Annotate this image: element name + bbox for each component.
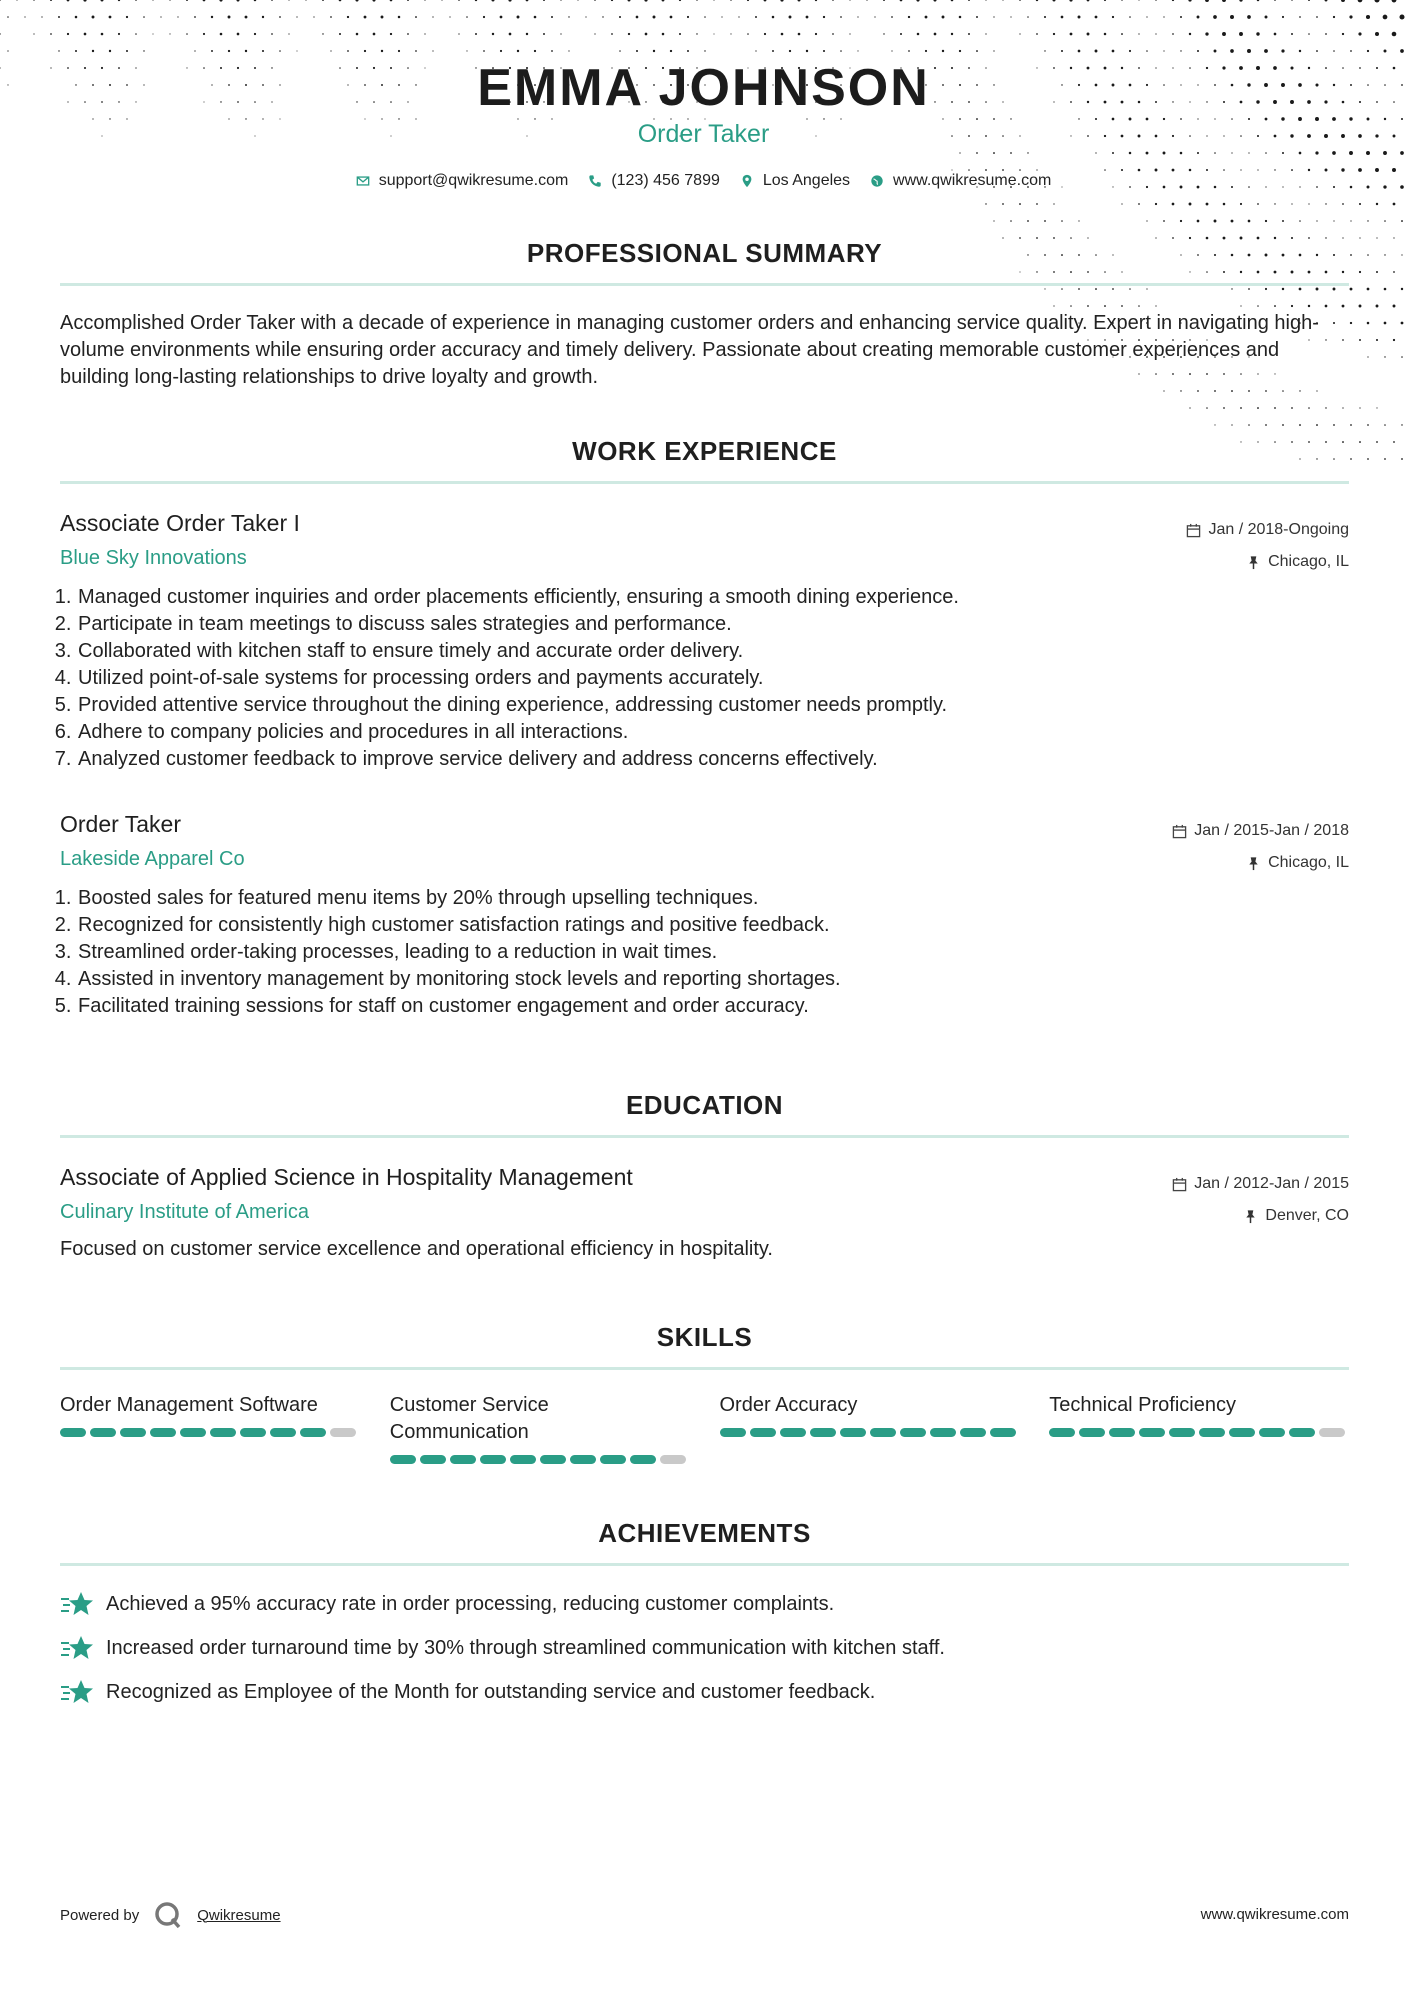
job-dates-text: Jan / 2018-Ongoing <box>1208 521 1349 538</box>
pushpin-icon <box>1243 1209 1258 1224</box>
education-description: Focused on customer service excellence and operational efficiency in hospitality. <box>60 1238 773 1260</box>
star-icon <box>60 1590 94 1618</box>
skill-item <box>390 1392 690 1464</box>
list-item: 6. Adhere to company policies and procedures in all interactions. <box>77 719 1349 746</box>
powered-by-label: Powered by <box>60 1906 140 1924</box>
contact-phone[interactable] <box>588 172 720 190</box>
achievement-text: Increased order turnaround time by 30% through streamlined communication with kitchen staff. <box>106 1636 945 1659</box>
achievement-item <box>60 1634 1349 1662</box>
skills-grid <box>60 1392 1349 1464</box>
education-school: Culinary Institute of America <box>60 1201 309 1223</box>
skills-heading: SKILLS <box>656 1322 753 1352</box>
skill-segment-filled <box>1109 1428 1135 1437</box>
skill-name: Customer Service Communication <box>389 1394 549 1443</box>
pushpin-icon <box>1246 856 1261 871</box>
job-bullets <box>60 584 1349 773</box>
skill-segment-filled <box>600 1455 626 1464</box>
job-dates <box>1186 514 1349 546</box>
list-item: 2. Participate in team meetings to discuss sales strategies and performance. <box>77 611 1349 638</box>
skill-segment-filled <box>90 1428 116 1437</box>
skill-segment-filled <box>1199 1428 1225 1437</box>
skill-level-bar <box>1049 1428 1349 1437</box>
contact-bar <box>0 172 1407 190</box>
skill-name: Order Management Software <box>60 1394 318 1416</box>
skill-segment-filled <box>270 1428 296 1437</box>
skill-segment-filled <box>300 1428 326 1437</box>
skill-segment-filled <box>1229 1428 1255 1437</box>
skill-segment-filled <box>240 1428 266 1437</box>
section-divider <box>60 481 1349 484</box>
skill-segment-empty <box>1319 1428 1345 1437</box>
skill-segment-filled <box>840 1428 866 1437</box>
job-entry-2 <box>60 811 1349 1020</box>
education-entry <box>60 1164 1349 1261</box>
skill-segment-filled <box>780 1428 806 1437</box>
contact-phone-text: (123) 456 7899 <box>611 172 720 189</box>
skill-segment-filled <box>930 1428 956 1437</box>
job-dates-text: Jan / 2015-Jan / 2018 <box>1194 822 1349 839</box>
skill-level-bar <box>720 1428 1020 1437</box>
skill-segment-filled <box>630 1455 656 1464</box>
skill-name: Order Accuracy <box>719 1394 858 1416</box>
skill-segment-filled <box>450 1455 476 1464</box>
summary-text: Accomplished Order Taker with a decade of experience in managing customer orders and enhancing service quality. Expert in navigating high-volume environments while ensuring order accuracy and timely delivery. Passionate about creating memorable customer experiences and building long-lasting relationships to drive loyalty and growth. <box>60 312 1319 388</box>
work-heading: WORK EXPERIENCE <box>572 436 837 466</box>
star-icon <box>60 1678 94 1706</box>
list-item: 7. Analyzed customer feedback to improve service delivery and address concerns effectively. <box>77 746 1349 773</box>
skill-segment-filled <box>420 1455 446 1464</box>
job-title: Order Taker <box>60 811 182 837</box>
skill-segment-filled <box>210 1428 236 1437</box>
job-location <box>1186 546 1349 578</box>
skill-item <box>720 1392 1020 1464</box>
job-company: Lakeside Apparel Co <box>60 848 245 870</box>
skill-segment-filled <box>1139 1428 1165 1437</box>
section-divider <box>60 283 1349 286</box>
star-icon <box>60 1634 94 1662</box>
skill-segment-filled <box>60 1428 86 1437</box>
qwikresume-logo-icon <box>153 1900 183 1930</box>
calendar-icon <box>1172 824 1187 839</box>
candidate-name: EMMA JOHNSON <box>477 59 930 117</box>
skill-segment-filled <box>870 1428 896 1437</box>
footer-powered-by <box>60 1900 281 1930</box>
phone-icon <box>588 174 602 188</box>
calendar-icon <box>1172 1177 1187 1192</box>
footer-website[interactable]: www.qwikresume.com <box>1200 1906 1349 1923</box>
map-pin-icon <box>740 174 754 188</box>
skill-segment-empty <box>660 1455 686 1464</box>
skill-segment-filled <box>1259 1428 1285 1437</box>
contact-location <box>740 172 850 190</box>
skill-segment-empty <box>330 1428 356 1437</box>
skill-segment-filled <box>750 1428 776 1437</box>
section-divider <box>60 1367 1349 1370</box>
job-meta <box>1172 815 1349 879</box>
list-item: 3. Collaborated with kitchen staff to ensure timely and accurate order delivery. <box>77 638 1349 665</box>
education-dates <box>1172 1168 1349 1200</box>
contact-location-text: Los Angeles <box>762 172 851 189</box>
skill-segment-filled <box>570 1455 596 1464</box>
skill-segment-filled <box>1079 1428 1105 1437</box>
skill-segment-filled <box>390 1455 416 1464</box>
job-location-text: Chicago, IL <box>1268 854 1349 871</box>
achievements-heading: ACHIEVEMENTS <box>598 1518 811 1548</box>
contact-email-text: support@qwikresume.com <box>378 172 569 189</box>
education-meta <box>1172 1168 1349 1232</box>
skill-segment-filled <box>1049 1428 1075 1437</box>
skill-segment-filled <box>480 1455 506 1464</box>
job-bullets <box>60 885 1349 1020</box>
job-entry-1 <box>60 510 1349 773</box>
education-dates-text: Jan / 2012-Jan / 2015 <box>1194 1175 1349 1192</box>
skill-segment-filled <box>1289 1428 1315 1437</box>
list-item: 2. Recognized for consistently high customer satisfaction ratings and positive feedback. <box>77 912 1349 939</box>
job-company: Blue Sky Innovations <box>60 547 247 569</box>
list-item: 5. Facilitated training sessions for staff on customer engagement and order accuracy. <box>77 993 1349 1020</box>
contact-website-text: www.qwikresume.com <box>893 172 1052 189</box>
skill-segment-filled <box>510 1455 536 1464</box>
skill-level-bar <box>390 1455 690 1464</box>
education-location-text: Denver, CO <box>1265 1207 1349 1224</box>
achievement-text: Recognized as Employee of the Month for outstanding service and customer feedback. <box>106 1680 876 1703</box>
job-location-text: Chicago, IL <box>1268 553 1349 570</box>
skill-item <box>60 1392 360 1464</box>
education-heading: EDUCATION <box>625 1090 784 1120</box>
achievement-item <box>60 1590 1349 1618</box>
contact-website[interactable] <box>870 172 1051 190</box>
skill-segment-filled <box>960 1428 986 1437</box>
skill-segment-filled <box>810 1428 836 1437</box>
candidate-role: Order Taker <box>637 120 770 148</box>
achievement-text: Achieved a 95% accuracy rate in order processing, reducing customer complaints. <box>106 1592 835 1615</box>
education-degree: Associate of Applied Science in Hospitality Management <box>60 1164 633 1190</box>
list-item: 3. Streamlined order-taking processes, leading to a reduction in wait times. <box>77 939 1349 966</box>
education-location <box>1172 1200 1349 1232</box>
skill-segment-filled <box>150 1428 176 1437</box>
section-divider <box>60 1563 1349 1566</box>
list-item: 1. Boosted sales for featured menu items by 20% through upselling techniques. <box>77 885 1349 912</box>
summary-heading: PROFESSIONAL SUMMARY <box>526 238 883 268</box>
skill-segment-filled <box>1169 1428 1195 1437</box>
list-item: 4. Utilized point-of-sale systems for processing orders and payments accurately. <box>77 665 1349 692</box>
qwikresume-link[interactable]: Qwikresume <box>197 1906 281 1924</box>
achievement-item <box>60 1678 1349 1706</box>
skill-segment-filled <box>180 1428 206 1437</box>
job-dates <box>1172 815 1349 847</box>
list-item: 5. Provided attentive service throughout the dining experience, addressing customer needs promptly. <box>77 692 1349 719</box>
job-meta <box>1186 514 1349 578</box>
skill-segment-filled <box>720 1428 746 1437</box>
skill-item <box>1049 1392 1349 1464</box>
contact-email[interactable] <box>356 172 569 190</box>
list-item: 4. Assisted in inventory management by monitoring stock levels and reporting shortages. <box>77 966 1349 993</box>
job-location <box>1172 847 1349 879</box>
skill-level-bar <box>60 1428 360 1437</box>
globe-icon <box>870 174 884 188</box>
skill-segment-filled <box>120 1428 146 1437</box>
job-title: Associate Order Taker I <box>60 510 300 536</box>
calendar-icon <box>1186 523 1201 538</box>
envelope-icon <box>356 174 370 188</box>
pushpin-icon <box>1246 555 1261 570</box>
skill-segment-filled <box>540 1455 566 1464</box>
list-item: 1. Managed customer inquiries and order placements efficiently, ensuring a smooth dining experience. <box>77 584 1349 611</box>
section-divider <box>60 1135 1349 1138</box>
skill-segment-filled <box>990 1428 1016 1437</box>
skill-segment-filled <box>900 1428 926 1437</box>
skill-name: Technical Proficiency <box>1049 1394 1236 1416</box>
